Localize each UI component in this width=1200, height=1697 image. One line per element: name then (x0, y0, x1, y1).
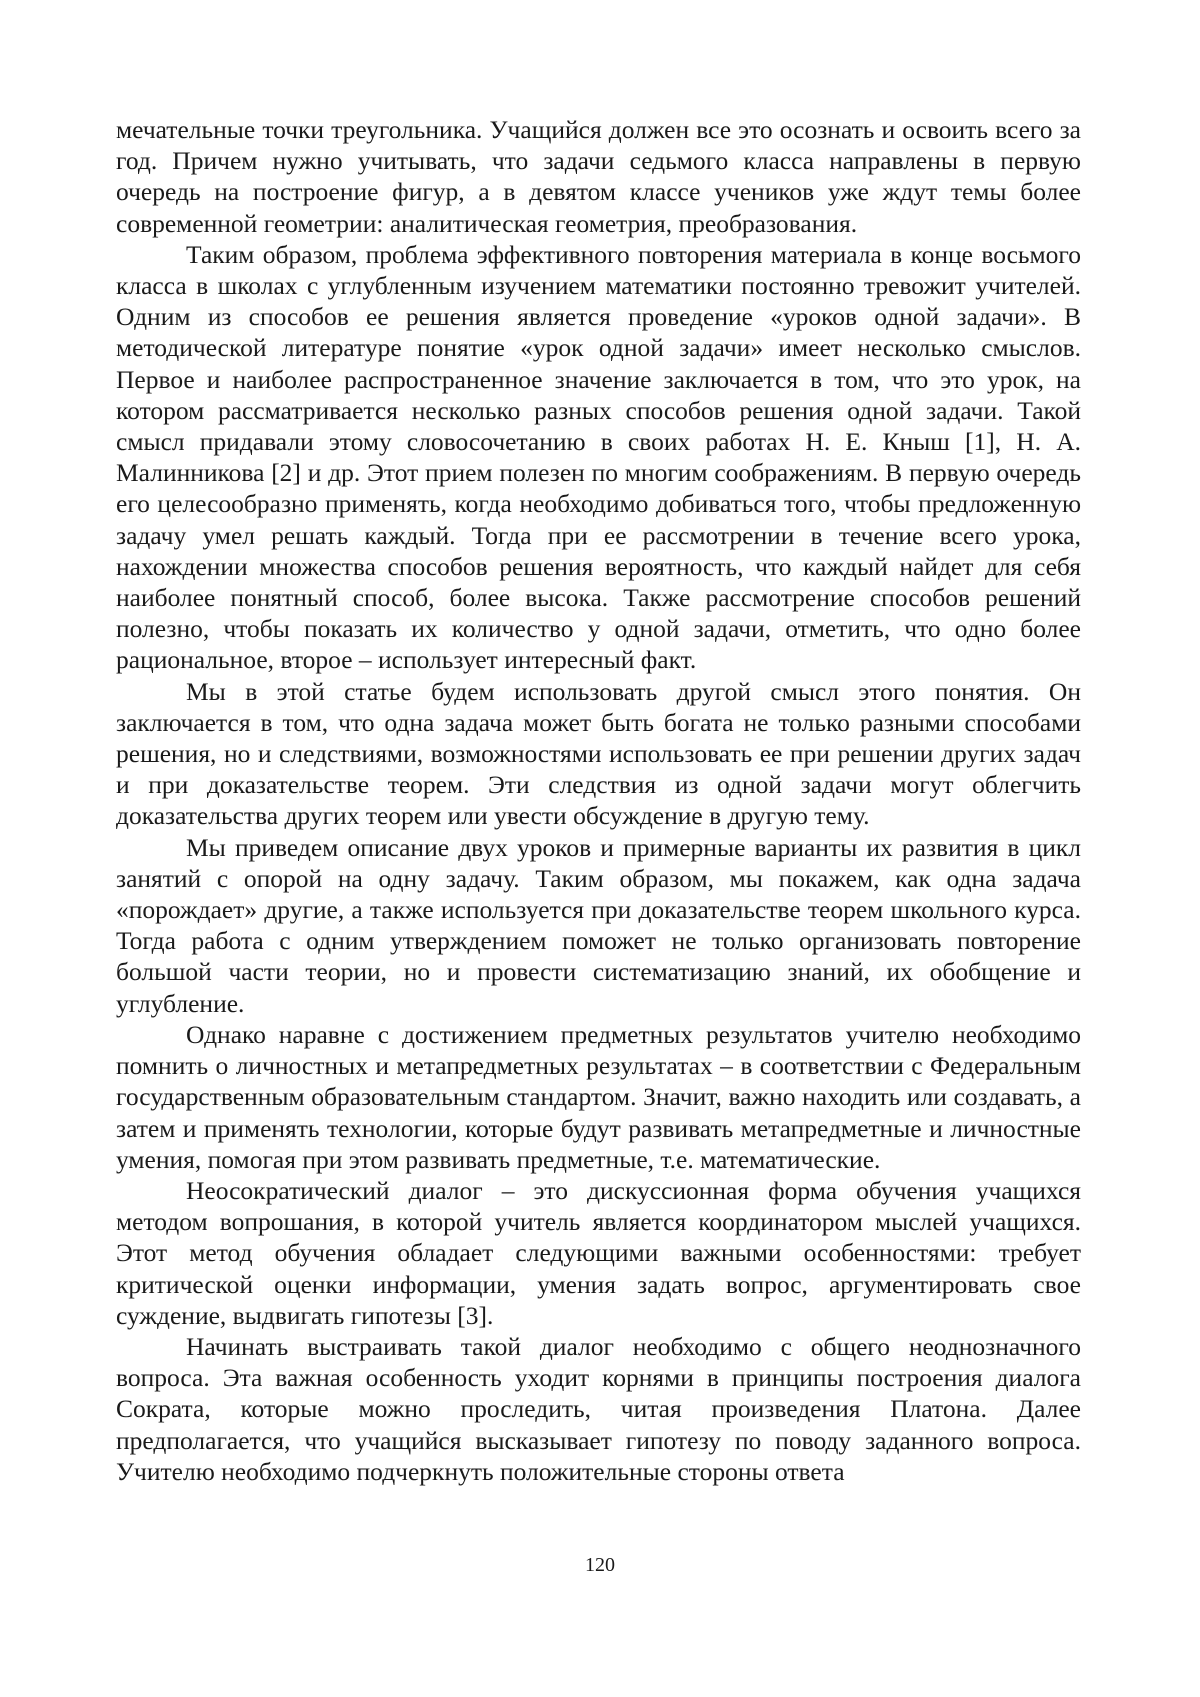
paragraph: Неосократический диалог – это дискуссионная форма обучения учащихся методом вопрошания, в которой учитель является координатором мыслей учащихся. Этот метод обучения обладает следующими важными особенностями: требует критической оценки информации, умения задать вопрос, аргументировать свое суждение, выдвигать гипотезы [3]. (116, 1175, 1081, 1330)
paragraph-continuation: мечательные точки треугольника. Учащийся должен все это осознать и освоить всего за год. Причем нужно учитывать, что задачи седьмого класса направлены в первую очередь на построение фигур, а в девятом классе учеников уже ждут темы более современной геометрии: аналитическая геометрия, преобразования. (116, 115, 1081, 238)
paragraph: Однако наравне с достижением предметных результатов учителю необходимо помнить о личностных и метапредметных результатах – в соответствии с Федеральным государственным образовательным стандартом. Значит, важно находить или создавать, а затем и применять технологии, которые будут развивать метапредметные и личностные умения, помогая при этом развивать предметные, т.е. математические. (116, 1019, 1081, 1174)
paragraph: Начинать выстраивать такой диалог необходимо с общего неоднозначного вопроса. Эта важная особенность уходит корнями в принципы построения диалога Сократа, которые можно проследить, читая произведения Платона. Далее предполагается, что учащийся высказывает гипотезу по поводу заданного вопроса. Учителю необходимо подчеркнуть положительные стороны ответа (116, 1331, 1081, 1486)
paragraph: Мы в этой статье будем использовать другой смысл этого понятия. Он заключается в том, что одна задача может быть богата не только разными способами решения, но и следствиями, возможностями использовать ее при решении других задач и при доказательстве теорем. Эти следствия из одной задачи могут облегчить доказательства других теорем или увести обсуждение в другую тему. (116, 676, 1081, 831)
paragraph: Таким образом, проблема эффективного повторения материала в конце восьмого класса в школах с углубленным изучением математики постоянно тревожит учителей. Одним из способов ее решения является проведение «уроков одной задачи». В методической литературе понятие «урок одной задачи» имеет несколько смыслов. Первое и наиболее распространенное значение заключается в том, что это урок, на котором рассматривается несколько разных способов решения одной задачи. Такой смысл придавали этому словосочетанию в своих работах Н. Е. Кныш [1], Н. А. Малинникова [2] и др. Этот прием полезен по многим соображениям. В первую очередь его целесообразно применять, когда необходимо добиваться того, чтобы предложенную задачу умел решать каждый. Тогда при ее рассмотрении в течение всего урока, нахождении множества способов решения вероятность, что каждый найдет для себя наиболее понятный способ, более высока. Также рассмотрение способов решений полезно, чтобы показать их количество у одной задачи, отметить, что одно более рациональное, второе – использует интересный факт. (116, 239, 1081, 675)
paragraph: Мы приведем описание двух уроков и примерные варианты их развития в цикл занятий с опорой на одну задачу. Таким образом, мы покажем, как одна задача «порождает» другие, а также используется при доказательстве теорем школьного курса. Тогда работа с одним утверждением поможет не только организовать повторение большой части теории, но и провести систематизацию знаний, их обобщение и углубление. (116, 832, 1081, 1018)
page-number: 120 (585, 1554, 615, 1576)
body-text (116, 114, 1081, 1487)
